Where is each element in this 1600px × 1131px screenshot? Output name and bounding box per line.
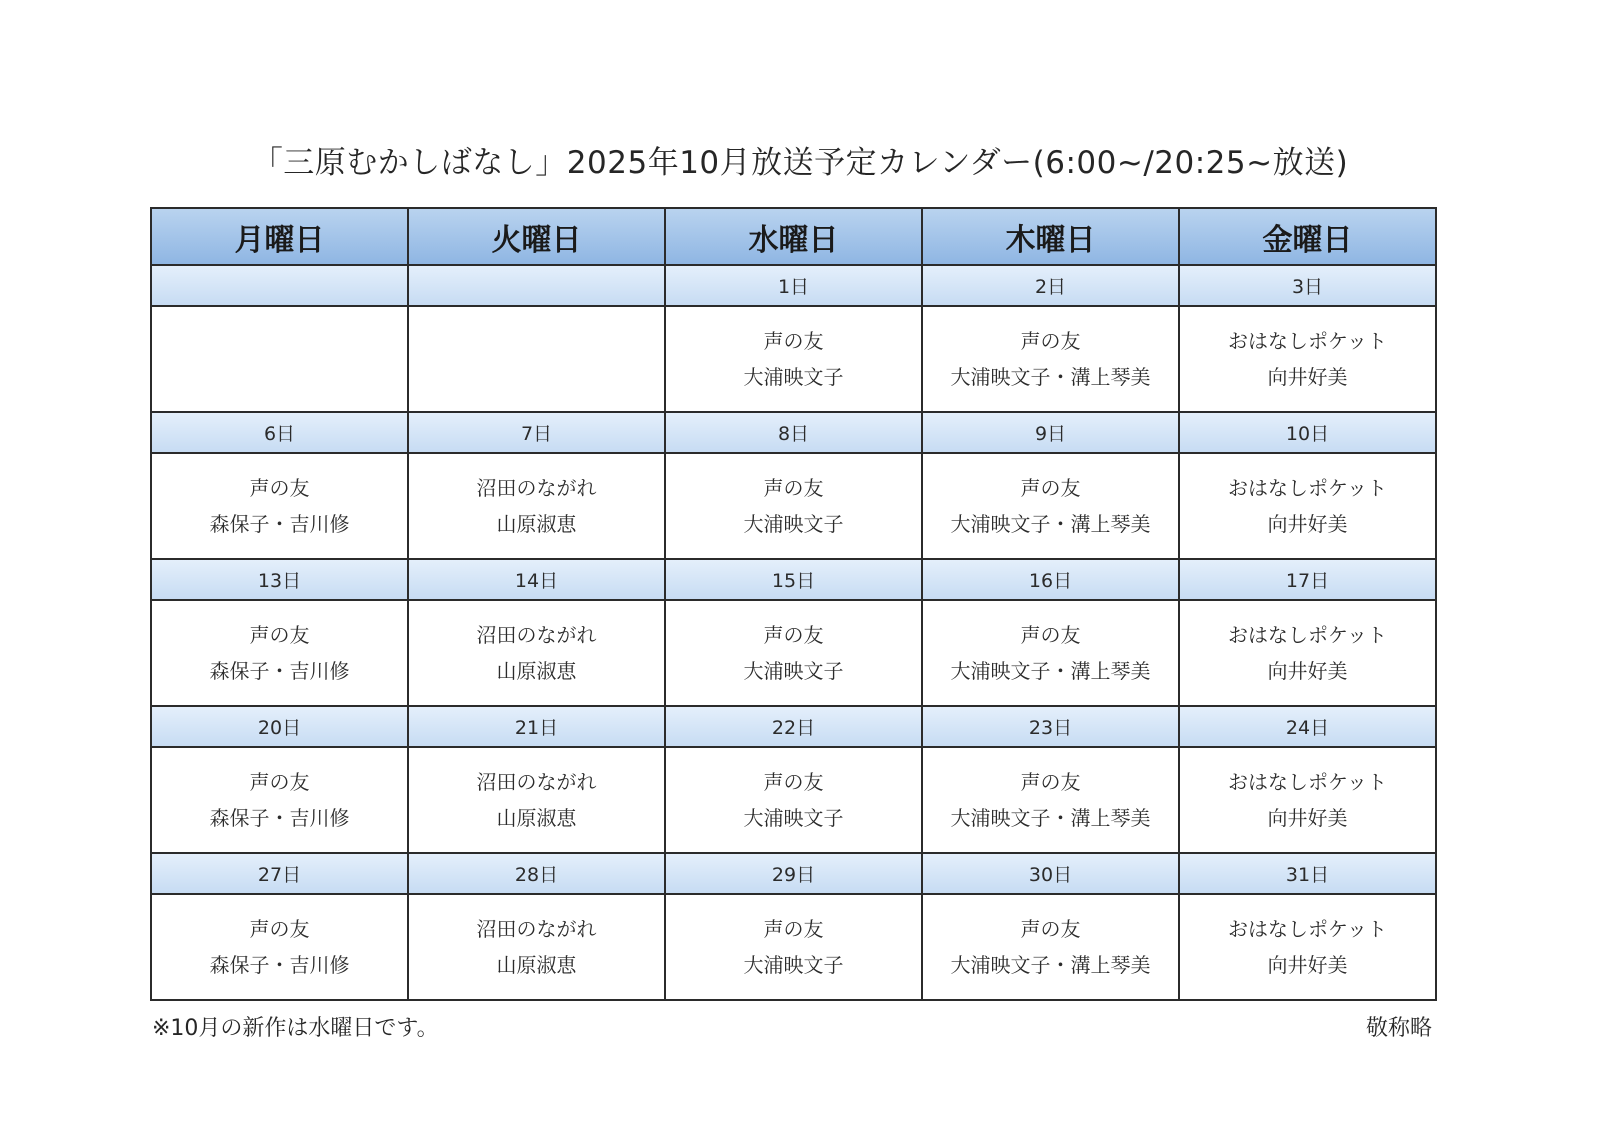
program-cell	[922, 453, 1179, 559]
program-name: 声の友	[763, 329, 824, 353]
program-name: 声の友	[1020, 476, 1081, 500]
program-name: 声の友	[1020, 770, 1081, 794]
date-cell: 2日	[922, 265, 1179, 306]
program-name: 声の友	[249, 476, 310, 500]
performer-name: 大浦映文子	[743, 659, 844, 683]
date-row	[151, 559, 1436, 600]
weekday-header-mon: 月曜日	[151, 208, 408, 265]
date-cell: 24日	[1179, 706, 1436, 747]
date-cell: 7日	[408, 412, 665, 453]
program-row	[151, 600, 1436, 706]
performer-name: 向井好美	[1267, 659, 1348, 683]
date-row	[151, 853, 1436, 894]
date-cell: 1日	[665, 265, 922, 306]
program-cell	[1179, 453, 1436, 559]
date-cell: 17日	[1179, 559, 1436, 600]
program-name: おはなしポケット	[1228, 770, 1387, 794]
program-cell	[665, 306, 922, 412]
performer-name: 山原淑恵	[496, 659, 577, 683]
page-title: 「三原むかしばなし」2025年10月放送予定カレンダー(6:00~/20:25~放送)	[251, 145, 1349, 181]
performer-name: 大浦映文子	[743, 512, 844, 536]
program-name: 声の友	[1020, 917, 1081, 941]
performer-name: 大浦映文子・溝上琴美	[950, 365, 1151, 389]
performer-name: 大浦映文子	[743, 806, 844, 830]
performer-name: 大浦映文子・溝上琴美	[950, 806, 1151, 830]
program-cell	[408, 306, 665, 412]
program-name: 声の友	[1020, 329, 1081, 353]
date-cell: 30日	[922, 853, 1179, 894]
performer-name: 山原淑恵	[496, 806, 577, 830]
performer-name: 森保子・吉川修	[209, 953, 350, 977]
program-cell	[922, 600, 1179, 706]
program-row	[151, 306, 1436, 412]
weekday-header-row	[151, 208, 1436, 265]
date-cell: 10日	[1179, 412, 1436, 453]
date-cell: 14日	[408, 559, 665, 600]
program-name: 沼田のながれ	[476, 770, 597, 794]
program-row	[151, 453, 1436, 559]
program-name: 声の友	[763, 917, 824, 941]
calendar-body	[151, 265, 1436, 1000]
program-cell	[1179, 306, 1436, 412]
footnote: ※10月の新作は水曜日です。	[152, 1016, 439, 1041]
program-cell	[151, 894, 408, 1000]
date-cell: 3日	[1179, 265, 1436, 306]
program-cell	[1179, 600, 1436, 706]
program-name: 沼田のながれ	[476, 917, 597, 941]
performer-name: 山原淑恵	[496, 953, 577, 977]
program-cell	[665, 600, 922, 706]
weekday-header-wed: 水曜日	[665, 208, 922, 265]
date-cell: 27日	[151, 853, 408, 894]
performer-name: 向井好美	[1267, 365, 1348, 389]
program-row	[151, 747, 1436, 853]
date-cell: 6日	[151, 412, 408, 453]
program-name: 声の友	[249, 770, 310, 794]
weekday-header-tue: 火曜日	[408, 208, 665, 265]
broadcast-calendar	[150, 207, 1437, 1001]
program-name: 声の友	[249, 623, 310, 647]
program-cell	[151, 747, 408, 853]
program-name: 沼田のながれ	[476, 476, 597, 500]
program-name: おはなしポケット	[1228, 329, 1387, 353]
honorific-note: 敬称略	[1365, 1016, 1432, 1041]
date-cell: 29日	[665, 853, 922, 894]
program-name: 声の友	[1020, 623, 1081, 647]
date-cell: 21日	[408, 706, 665, 747]
performer-name: 向井好美	[1267, 512, 1348, 536]
program-cell	[665, 453, 922, 559]
date-cell: 31日	[1179, 853, 1436, 894]
performer-name: 森保子・吉川修	[209, 659, 350, 683]
program-cell	[1179, 894, 1436, 1000]
program-cell	[1179, 747, 1436, 853]
performer-name: 森保子・吉川修	[209, 806, 350, 830]
date-cell: 15日	[665, 559, 922, 600]
program-name: おはなしポケット	[1228, 917, 1387, 941]
performer-name: 大浦映文子・溝上琴美	[950, 659, 1151, 683]
program-cell	[408, 600, 665, 706]
date-cell: 13日	[151, 559, 408, 600]
performer-name: 大浦映文子	[743, 365, 844, 389]
performer-name: 向井好美	[1267, 806, 1348, 830]
program-name: 声の友	[249, 917, 310, 941]
date-cell: 28日	[408, 853, 665, 894]
performer-name: 大浦映文子	[743, 953, 844, 977]
date-cell: 8日	[665, 412, 922, 453]
date-row	[151, 706, 1436, 747]
program-name: おはなしポケット	[1228, 476, 1387, 500]
performer-name: 森保子・吉川修	[209, 512, 350, 536]
date-cell	[151, 265, 408, 306]
performer-name: 大浦映文子・溝上琴美	[950, 512, 1151, 536]
program-cell	[408, 747, 665, 853]
program-name: 声の友	[763, 770, 824, 794]
program-cell	[151, 453, 408, 559]
program-name: 沼田のながれ	[476, 623, 597, 647]
date-cell: 20日	[151, 706, 408, 747]
program-cell	[922, 894, 1179, 1000]
program-cell	[665, 747, 922, 853]
date-cell: 22日	[665, 706, 922, 747]
date-row	[151, 265, 1436, 306]
program-cell	[665, 894, 922, 1000]
program-cell	[408, 453, 665, 559]
date-cell: 23日	[922, 706, 1179, 747]
date-cell: 16日	[922, 559, 1179, 600]
weekday-header-thu: 木曜日	[922, 208, 1179, 265]
program-cell	[922, 747, 1179, 853]
performer-name: 山原淑恵	[496, 512, 577, 536]
program-cell	[408, 894, 665, 1000]
program-name: 声の友	[763, 476, 824, 500]
performer-name: 向井好美	[1267, 953, 1348, 977]
date-cell: 9日	[922, 412, 1179, 453]
performer-name: 大浦映文子・溝上琴美	[950, 953, 1151, 977]
date-row	[151, 412, 1436, 453]
program-cell	[151, 306, 408, 412]
program-name: 声の友	[763, 623, 824, 647]
program-row	[151, 894, 1436, 1000]
weekday-header-fri: 金曜日	[1179, 208, 1436, 265]
program-cell	[922, 306, 1179, 412]
program-cell	[151, 600, 408, 706]
program-name: おはなしポケット	[1228, 623, 1387, 647]
date-cell	[408, 265, 665, 306]
